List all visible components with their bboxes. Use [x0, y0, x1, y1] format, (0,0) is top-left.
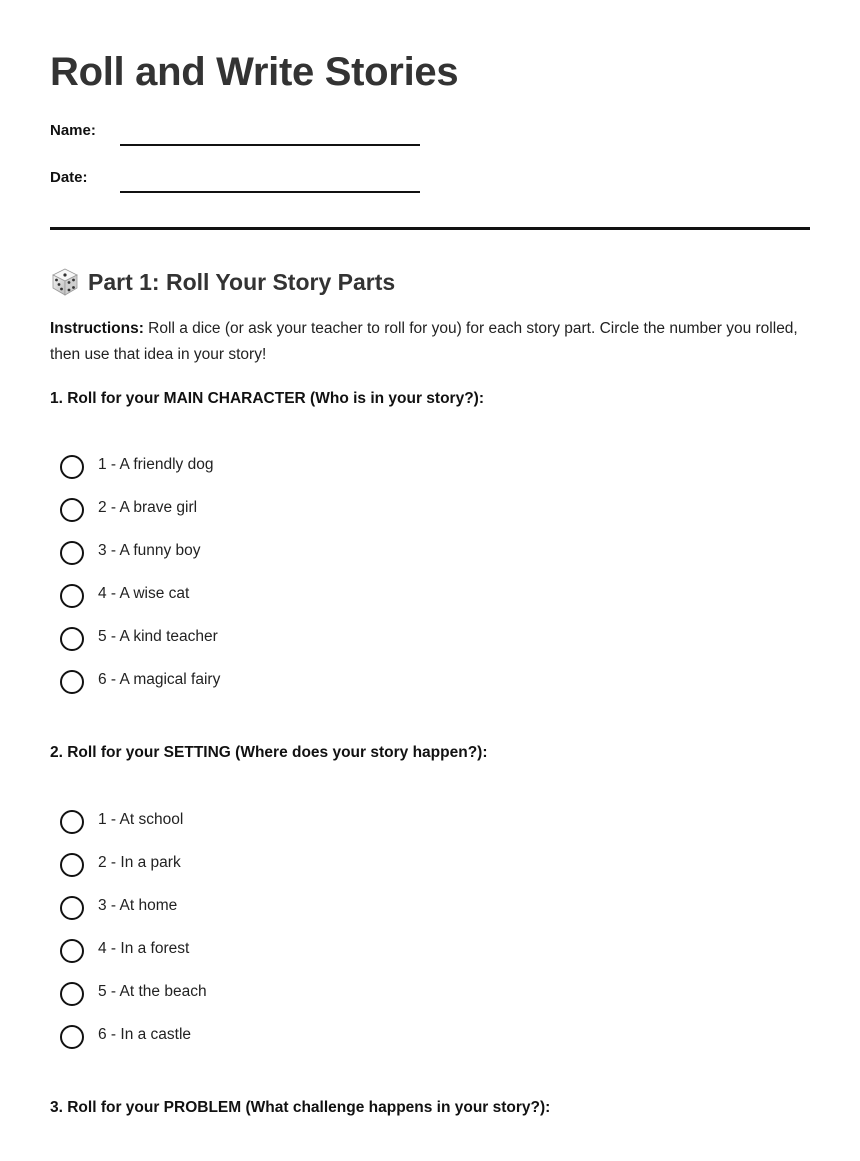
option-label: 2 - In a park [98, 854, 181, 871]
circle-icon[interactable] [60, 584, 84, 608]
question-main-character: 1. Roll for your MAIN CHARACTER (Who is in your story?): [50, 390, 484, 407]
name-write-line[interactable] [120, 144, 420, 146]
circle-icon[interactable] [60, 896, 84, 920]
option-item[interactable] [60, 982, 460, 1025]
option-label: 1 - A friendly dog [98, 456, 214, 473]
date-field[interactable] [50, 163, 470, 193]
option-item[interactable] [60, 939, 460, 982]
circle-icon[interactable] [60, 670, 84, 694]
option-label: 2 - A brave girl [98, 499, 198, 516]
header-divider [50, 227, 810, 230]
option-item[interactable] [60, 670, 460, 713]
instructions [50, 316, 810, 368]
name-label: Name: [50, 122, 96, 139]
option-label: 4 - In a forest [98, 940, 190, 957]
circle-icon[interactable] [60, 541, 84, 565]
date-write-line[interactable] [120, 191, 420, 193]
option-label: 6 - In a castle [98, 1026, 192, 1043]
date-label: Date: [50, 169, 88, 186]
option-item[interactable] [60, 541, 460, 584]
circle-icon[interactable] [60, 1025, 84, 1049]
option-item[interactable] [60, 455, 460, 498]
dice-icon [50, 267, 80, 297]
circle-icon[interactable] [60, 498, 84, 522]
option-item[interactable] [60, 896, 460, 939]
circle-icon[interactable] [60, 455, 84, 479]
option-label: 5 - A kind teacher [98, 628, 218, 645]
page-title: Roll and Write Stories [50, 50, 459, 94]
circle-icon[interactable] [60, 810, 84, 834]
option-item[interactable] [60, 584, 460, 627]
option-item[interactable] [60, 853, 460, 896]
option-item[interactable] [60, 810, 460, 853]
option-label: 5 - At the beach [98, 983, 207, 1000]
option-label: 6 - A magical fairy [98, 671, 221, 688]
option-label: 1 - At school [98, 811, 184, 828]
options-setting [60, 810, 460, 1068]
circle-icon[interactable] [60, 627, 84, 651]
part1-heading [50, 264, 395, 300]
question-setting: 2. Roll for your SETTING (Where does your story happen?): [50, 744, 488, 761]
question-problem: 3. Roll for your PROBLEM (What challenge happens in your story?): [50, 1099, 551, 1116]
instructions-label: Instructions: [50, 320, 144, 337]
circle-icon[interactable] [60, 982, 84, 1006]
option-item[interactable] [60, 627, 460, 670]
option-item[interactable] [60, 1025, 460, 1068]
part1-title: Part 1: Roll Your Story Parts [88, 268, 396, 295]
options-main-character [60, 455, 460, 713]
option-label: 4 - A wise cat [98, 585, 190, 602]
option-label: 3 - A funny boy [98, 542, 201, 559]
name-field[interactable] [50, 116, 470, 146]
instructions-text: Roll a dice (or ask your teacher to roll for you) for each story part. Circle the number you rolled, then use that idea in your story! [50, 320, 798, 363]
option-item[interactable] [60, 498, 460, 541]
option-label: 3 - At home [98, 897, 178, 914]
circle-icon[interactable] [60, 853, 84, 877]
circle-icon[interactable] [60, 939, 84, 963]
